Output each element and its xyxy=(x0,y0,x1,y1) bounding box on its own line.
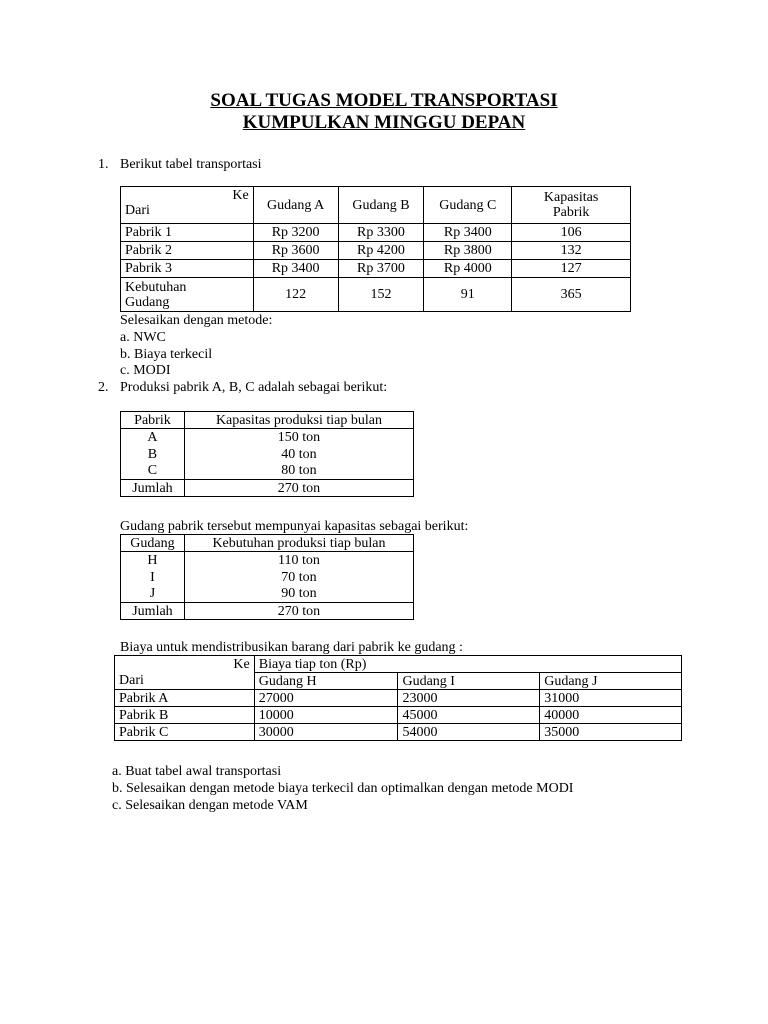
wh-header-demand: Kebutuhan produksi tiap bulan xyxy=(184,535,413,552)
prod-header-capacity: Kapasitas produksi tiap bulan xyxy=(184,412,413,429)
q2-text: Produksi pabrik A, B, C adalah sebagai berikut: xyxy=(120,380,388,395)
cost-cell: Rp 3600 xyxy=(253,242,338,260)
q1-number: 1. xyxy=(98,157,109,172)
total-label: Jumlah xyxy=(121,480,185,497)
table-row xyxy=(115,690,682,707)
total-row xyxy=(121,480,414,497)
q1-cap-header-1: Kapasitas xyxy=(543,190,599,205)
q1-dari-label: Dari xyxy=(125,203,150,218)
cost-col-gudang-h: Gudang H xyxy=(254,673,398,690)
capacity-cell: 127 xyxy=(512,260,631,278)
capacity-cell: 132 xyxy=(512,242,631,260)
row-label: C xyxy=(121,463,185,480)
q2-warehouse-intro: Gudang pabrik tersebut mempunyai kapasitas sebagai berikut: xyxy=(120,519,469,534)
row-label: Pabrik 1 xyxy=(121,224,254,242)
q1-col-gudang-c: Gudang C xyxy=(424,187,512,224)
total-row xyxy=(121,603,414,620)
cost-header: Biaya tiap ton (Rp) xyxy=(254,656,681,673)
row-value: 90 ton xyxy=(184,586,413,603)
table-row xyxy=(115,707,682,724)
q1-cap-header-2: Pabrik xyxy=(552,205,590,220)
table-row xyxy=(121,586,414,603)
cost-cell: 54000 xyxy=(398,724,540,741)
table-row xyxy=(121,429,414,446)
q1-col-capacity xyxy=(512,187,631,224)
cost-cell: 23000 xyxy=(398,690,540,707)
q1-method-c: c. MODI xyxy=(120,363,171,378)
demand-row xyxy=(121,278,631,312)
table-row xyxy=(121,242,631,260)
cost-cell: 40000 xyxy=(540,707,682,724)
q1-method-b: b. Biaya terkecil xyxy=(120,347,213,362)
cost-col-gudang-i: Gudang I xyxy=(398,673,540,690)
row-value: 70 ton xyxy=(184,569,413,586)
cost-cell: Rp 3800 xyxy=(424,242,512,260)
page-title: SOAL TUGAS MODEL TRANSPORTASI xyxy=(210,90,558,111)
q2-cost-intro: Biaya untuk mendistribusikan barang dari pabrik ke gudang : xyxy=(120,640,463,655)
cost-ke-label: Ke xyxy=(115,656,255,673)
total-label: Jumlah xyxy=(121,603,185,620)
table-row xyxy=(121,569,414,586)
demand-cell: 91 xyxy=(424,278,512,312)
row-value: 80 ton xyxy=(184,463,413,480)
table-row xyxy=(121,446,414,463)
cost-cell: Rp 4000 xyxy=(424,260,512,278)
q1-method-intro: Selesaikan dengan metode: xyxy=(120,313,273,328)
q1-ke-label: Ke xyxy=(232,188,249,203)
q1-col-gudang-a: Gudang A xyxy=(253,187,338,224)
q2-cost-table xyxy=(114,655,682,741)
cost-cell: 27000 xyxy=(254,690,398,707)
table-row xyxy=(121,260,631,278)
q2-task-c: c. Selesaikan dengan metode VAM xyxy=(112,798,308,813)
row-value: 110 ton xyxy=(184,552,413,569)
cost-col-gudang-j: Gudang J xyxy=(540,673,682,690)
cost-cell: 31000 xyxy=(540,690,682,707)
capacity-cell: 106 xyxy=(512,224,631,242)
cost-cell: Rp 3400 xyxy=(424,224,512,242)
cost-cell: 30000 xyxy=(254,724,398,741)
row-label: Pabrik 2 xyxy=(121,242,254,260)
row-label: Pabrik 3 xyxy=(121,260,254,278)
table-row xyxy=(115,724,682,741)
cost-cell: Rp 3200 xyxy=(253,224,338,242)
table-row xyxy=(121,552,414,569)
row-label: J xyxy=(121,586,185,603)
row-value: 40 ton xyxy=(184,446,413,463)
q2-task-a: a. Buat tabel awal transportasi xyxy=(112,764,282,779)
q1-text: Berikut tabel transportasi xyxy=(120,157,262,172)
demand-total-cell: 365 xyxy=(512,278,631,312)
page-subtitle: KUMPULKAN MINGGU DEPAN xyxy=(242,112,526,133)
total-value: 270 ton xyxy=(184,480,413,497)
cost-cell: Rp 4200 xyxy=(338,242,424,260)
prod-header-pabrik: Pabrik xyxy=(121,412,185,429)
demand-label-1: Kebutuhan xyxy=(125,279,187,295)
q1-col-gudang-b: Gudang B xyxy=(338,187,424,224)
total-value: 270 ton xyxy=(184,603,413,620)
q1-corner-cell xyxy=(121,187,254,224)
row-label: Pabrik C xyxy=(115,724,255,741)
q2-warehouse-table xyxy=(120,534,414,620)
row-label: H xyxy=(121,552,185,569)
q1-method-a: a. NWC xyxy=(120,330,166,345)
table-row xyxy=(121,463,414,480)
q2-production-table xyxy=(120,411,414,497)
q2-number: 2. xyxy=(98,380,109,395)
wh-header-gudang: Gudang xyxy=(121,535,185,552)
cost-cell: 35000 xyxy=(540,724,682,741)
cost-cell: 45000 xyxy=(398,707,540,724)
demand-cell: 152 xyxy=(338,278,424,312)
row-label: Pabrik B xyxy=(115,707,255,724)
row-label: A xyxy=(121,429,185,446)
cost-cell: Rp 3300 xyxy=(338,224,424,242)
q2-task-b: b. Selesaikan dengan metode biaya terkecil dan optimalkan dengan metode MODI xyxy=(112,781,574,796)
q1-transport-table xyxy=(120,186,631,312)
row-label: B xyxy=(121,446,185,463)
cost-dari-label: Dari xyxy=(115,673,255,690)
table-row xyxy=(121,224,631,242)
demand-label xyxy=(121,278,254,312)
cost-cell: Rp 3400 xyxy=(253,260,338,278)
demand-label-2: Gudang xyxy=(125,294,170,310)
row-label: I xyxy=(121,569,185,586)
cost-cell: 10000 xyxy=(254,707,398,724)
demand-cell: 122 xyxy=(253,278,338,312)
cost-cell: Rp 3700 xyxy=(338,260,424,278)
row-value: 150 ton xyxy=(184,429,413,446)
row-label: Pabrik A xyxy=(115,690,255,707)
